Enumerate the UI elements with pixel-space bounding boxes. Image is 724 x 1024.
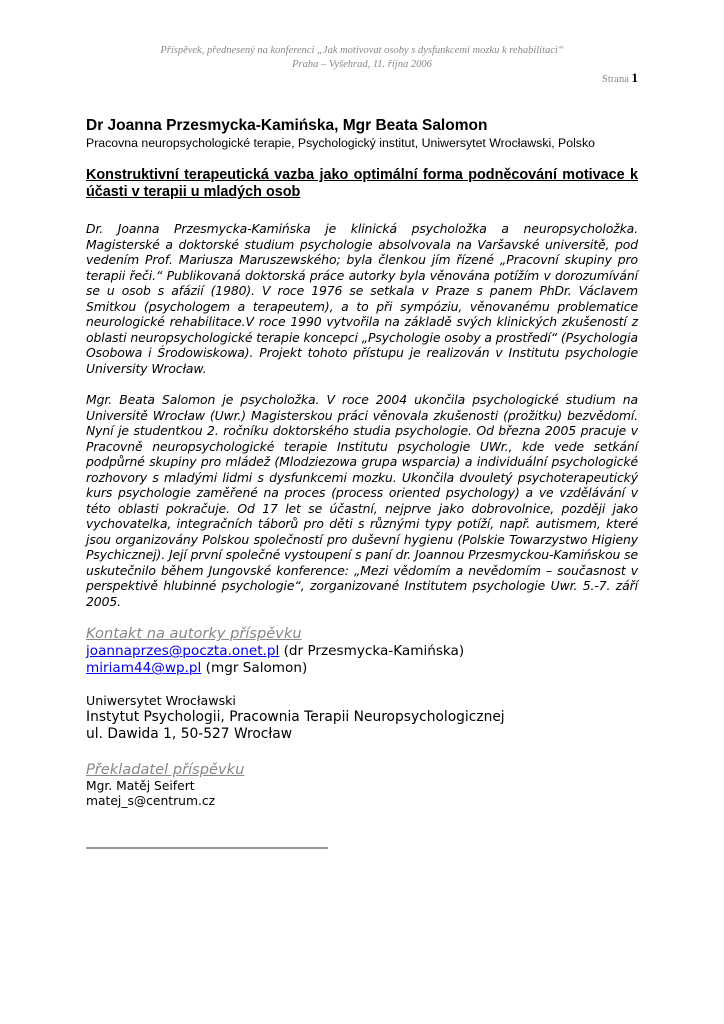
contact-line-1: [86, 643, 638, 660]
page-label: Strana: [602, 74, 629, 85]
bio-przesmycka: Dr. Joanna Przesmycka-Kamińska je klinická psycholožka a neuropsycholožka. Magisterské a doktorské studium psychologie absolvovala na Varšavské universitě, pod vedením Prof. Mariusza Maruszewského; byla členkou jím řízené „Pracovní skupiny pro terapii řeči.“ Publikovaná doktorská práce autorky byla věnována potížím v dorozumívání se u osob s afázií (1980). V roce 1976 se setkala v Praze s panem PhDr. Václavem Smitkou (psychologem a terapeutem), a to při sympóziu, věnovanému problematice neurologické rehabilitace.V roce 1990 vytvořila na základě svých klinických zkušeností z oblasti neuropsychologické terapie koncepci „Psychologie osoby a prostředí“ (Psychologia Osobowa i Środowiskowa). Projekt tohoto přístupu je realizován v Institutu psychologie University Wrocław.: [86, 221, 638, 376]
email-note-salomon: (mgr Salomon): [201, 660, 308, 676]
running-header: [0, 44, 724, 72]
email-note-przesmycka: (dr Przesmycka-Kamińska): [279, 643, 465, 659]
address-institute: Instytut Psychologii, Pracownia Terapii Neuropsychologicznej: [86, 709, 505, 725]
translator-email: matej_s@centrum.cz: [86, 794, 216, 808]
contact-line-2: [86, 660, 638, 677]
bio-salomon: Mgr. Beata Salomon je psycholožka. V roce 2004 ukončila psychologické studium na Universitě Wrocław (Uwr.) Magisterskou práci věnovala zkušenosti (prožitku) bezvědomí. Nyní je studentkou 2. ročníku doktorského studia psychologie. Od března 2005 pracuje v Pracovně neuropsychologické terapie Institutu psychologie UWr., kde vede setkání podpůrné skupiny pro mládež (Mlodziezowa grupa wsparcia) a individuální psychologické rozhovory s mladými lidmi s dysfunkcemi mozku. Ukončila dvouletý psychoterapeutický kurs psychologie zaměřené na proces (process oriented psychology) a ve vzdělávání v této oblasti pokračuje. Od 17 let se účastní, nejprve jako dobrovolnice, později jako vychovatelka, integračních táborů pro děti s různými typy potíží, např. autismem, které jsou organizovány Polskou společností pro duševní hygienu (Polskie Towarzystwo Higieny Psychicznej). Její první společné vystoupení s paní dr. Joannou Przesmyckou-Kamińskou se uskutečnilo během Jungovské konference: „Mezi vědomím a nevědomím – současnost v perspektivě hlubinné psychologie“, zorganizované Institutem psychologie Uwr. 5.-7. září 2005.: [86, 392, 638, 609]
page-number: [602, 70, 638, 86]
address-street: ul. Dawida 1, 50-527 Wrocław: [86, 726, 293, 742]
paper-title: Konstruktivní terapeutická vazba jako optimální forma podněcování motivace k účasti v terapii u mladých osob: [86, 167, 638, 200]
address-block: [86, 693, 638, 743]
email-link-salomon[interactable]: miriam44@wp.pl: [86, 660, 202, 676]
translator-name: Mgr. Matěj Seifert: [86, 779, 195, 793]
authors-line: Dr Joanna Przesmycka-Kamińska, Mgr Beata Salomon: [86, 117, 488, 134]
header-place-date-line: Praha – Vyšehrad, 11. října 2006: [292, 59, 432, 70]
footnote-divider: [86, 847, 328, 849]
address-university: Uniwersytet Wrocławski: [86, 693, 236, 708]
contact-heading: Kontakt na autorky příspěvku: [86, 625, 302, 642]
email-link-przesmycka[interactable]: joannaprzes@poczta.onet.pl: [86, 643, 280, 659]
page-number-value: 1: [631, 70, 638, 85]
affiliation-line: Pracovna neuropsychologické terapie, Psychologický institut, Uniwersytet Wrocławski, Polsko: [86, 136, 595, 150]
translator-heading: Překladatel příspěvku: [86, 761, 245, 778]
header-conference-line: Příspěvek, přednesený na konferenci „Jak motivovat osoby s dysfunkcemi mozku k rehabilitaci“: [160, 45, 564, 56]
main-content: [86, 117, 638, 809]
